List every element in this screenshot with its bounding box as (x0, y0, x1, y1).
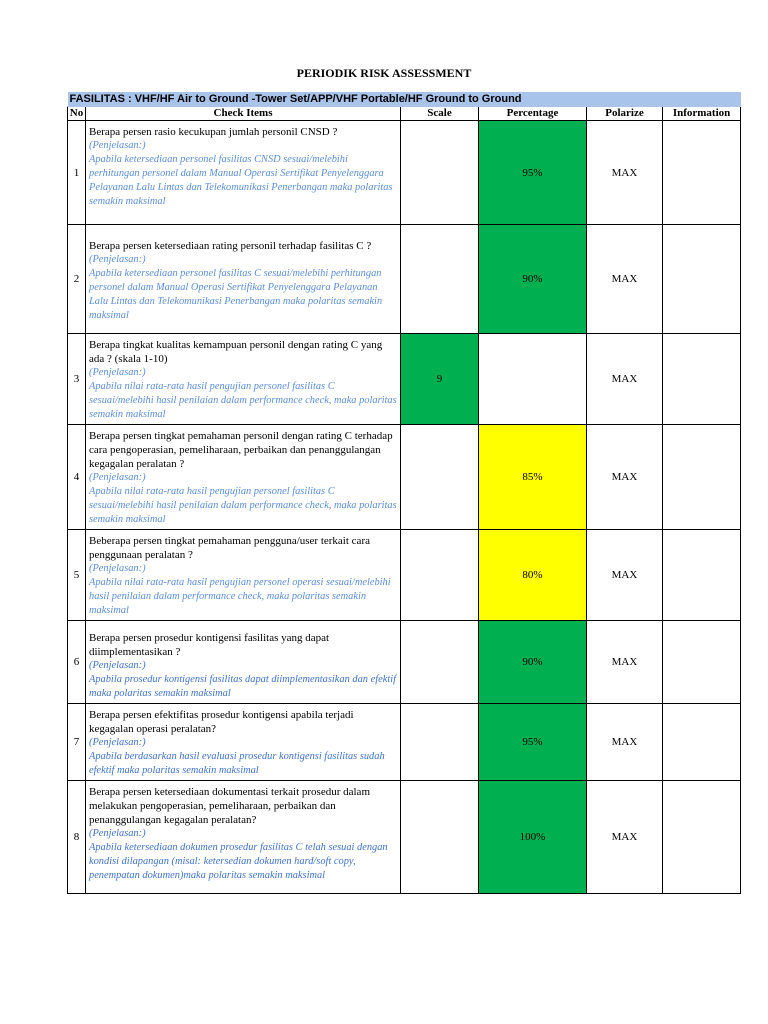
question-text: Berapa persen ketersediaan dokumentasi terkait prosedur dalam melakukan pengoperasian, pemeliharaan, perbaikan dan penanggulangan kegagalan peralatan? (89, 786, 370, 826)
table-row (68, 225, 741, 334)
facility-label: FASILITAS : VHF/HF Air to Ground -Tower Set/APP/VHF Portable/HF Ground to Ground (68, 93, 741, 107)
check-item (86, 121, 401, 225)
explanation-text: Apabila ketersediaan personel fasilitas CNSD sesuai/melebihi perhitungan personel dalam Manual Operasi Sertifikat Penyelenggara Pelayanan Lalu Lintas dan Telekomunikasi Penerbangan maka polaritas semakin maksimal (89, 154, 393, 207)
question-text: Berapa persen prosedur kontigensi fasilitas yang dapat diimplementasikan ? (89, 632, 330, 658)
percentage-cell: 100% (479, 781, 587, 894)
explanation-label: (Penjelasan:) (89, 660, 146, 671)
row-number: 1 (68, 121, 86, 225)
check-item (86, 621, 401, 704)
table-row (68, 621, 741, 704)
col-header-information: Information (663, 107, 741, 121)
table-row (68, 781, 741, 894)
percentage-cell: 90% (479, 225, 587, 334)
scale-cell (401, 621, 479, 704)
percentage-cell: 95% (479, 704, 587, 781)
scale-cell (401, 425, 479, 530)
information-cell (663, 530, 741, 621)
information-cell (663, 425, 741, 530)
percentage-cell: 80% (479, 530, 587, 621)
percentage-cell: 95% (479, 121, 587, 225)
col-header-percentage: Percentage (479, 107, 587, 121)
row-number: 2 (68, 225, 86, 334)
information-cell (663, 334, 741, 425)
polarize-cell: MAX (587, 121, 663, 225)
scale-cell (401, 704, 479, 781)
row-number: 4 (68, 425, 86, 530)
information-cell (663, 225, 741, 334)
col-header-scale: Scale (401, 107, 479, 121)
table-row (68, 704, 741, 781)
polarize-cell: MAX (587, 781, 663, 894)
information-cell (663, 121, 741, 225)
check-item (86, 334, 401, 425)
page-title: PERIODIK RISK ASSESSMENT (296, 66, 472, 80)
scale-cell (401, 121, 479, 225)
explanation-label: (Penjelasan:) (89, 828, 146, 839)
risk-assessment-table (67, 92, 741, 894)
check-item (86, 225, 401, 334)
polarize-cell: MAX (587, 530, 663, 621)
table-row (68, 334, 741, 425)
explanation-text: Apabila prosedur kontigensi fasilitas dapat diimplementasikan dan efektif maka polaritas semakin maksimal (89, 674, 396, 699)
table-row (68, 425, 741, 530)
explanation-label: (Penjelasan:) (89, 254, 146, 265)
scale-cell (401, 781, 479, 894)
question-text: Berapa persen efektifitas prosedur kontigensi apabila terjadi kegagalan operasi peralatan? (89, 709, 354, 735)
explanation-label: (Penjelasan:) (89, 140, 146, 151)
row-number: 7 (68, 704, 86, 781)
row-number: 8 (68, 781, 86, 894)
polarize-cell: MAX (587, 425, 663, 530)
question-text: Berapa tingkat kualitas kemampuan personil dengan rating C yang ada ? (skala 1-10) (89, 339, 383, 365)
explanation-label: (Penjelasan:) (89, 472, 146, 483)
explanation-text: Apabila nilai rata-rata hasil pengujian personel fasilitas C sesuai/melebihi hasil penilaian dalam performance check, maka polaritas semakin maksimal (89, 381, 397, 420)
table-row (68, 121, 741, 225)
percentage-cell: 90% (479, 621, 587, 704)
information-cell (663, 704, 741, 781)
col-header-no: No (68, 107, 86, 121)
scale-cell (401, 530, 479, 621)
polarize-cell: MAX (587, 334, 663, 425)
polarize-cell: MAX (587, 225, 663, 334)
table-row (68, 530, 741, 621)
polarize-cell: MAX (587, 704, 663, 781)
question-text: Berapa persen tingkat pemahaman personil dengan rating C terhadap cara pengoperasian, pemeliharaan, perbaikan dan penanggulangan kegagalan peralatan ? (89, 430, 393, 470)
row-number: 5 (68, 530, 86, 621)
percentage-cell (479, 334, 587, 425)
col-header-polarize: Polarize (587, 107, 663, 121)
information-cell (663, 781, 741, 894)
question-text: Berapa persen rasio kecukupan jumlah personil CNSD ? (89, 126, 338, 138)
check-item (86, 530, 401, 621)
row-number: 3 (68, 334, 86, 425)
question-text: Berapa persen ketersediaan rating personil terhadap fasilitas C ? (89, 240, 372, 252)
row-number: 6 (68, 621, 86, 704)
explanation-text: Apabila berdasarkan hasil evaluasi prosedur kontigensi fasilitas sudah efektif maka polaritas semakin maksimal (89, 751, 385, 776)
percentage-cell: 85% (479, 425, 587, 530)
explanation-label: (Penjelasan:) (89, 367, 146, 378)
polarize-cell: MAX (587, 621, 663, 704)
explanation-text: Apabila nilai rata-rata hasil pengujian personel fasilitas C sesuai/melebihi hasil penilaian dalam performance check, maka polaritas semakin maksimal (89, 486, 397, 525)
col-header-check-items: Check Items (86, 107, 401, 121)
header-row (68, 107, 741, 121)
information-cell (663, 621, 741, 704)
scale-cell: 9 (401, 334, 479, 425)
check-item (86, 781, 401, 894)
scale-cell (401, 225, 479, 334)
explanation-text: Apabila ketersediaan personel fasilitas C sesuai/melebihi perhitungan personel dalam Manual Operasi Sertifikat Penyelenggara Pelayanan Lalu Lintas dan Telekomunikasi Penerbangan maka polaritas semakin maksimal (89, 268, 383, 321)
check-item (86, 425, 401, 530)
explanation-label: (Penjelasan:) (89, 563, 146, 574)
question-text: Beberapa persen tingkat pemahaman pengguna/user terkait cara penggunaan peralatan ? (89, 535, 370, 561)
facility-row (68, 93, 741, 107)
check-item (86, 704, 401, 781)
explanation-text: Apabila nilai rata-rata hasil pengujian personel operasi sesuai/melebihi hasil penilaian dalam performance check, maka polaritas semakin maksimal (89, 577, 391, 616)
explanation-text: Apabila ketersediaan dokumen prosedur fasilitas C telah sesuai dengan kondisi dilapangan (misal: ketersedian dokumen hard/soft copy, penempatan dokumen)maka polaritas semakin maksimal (89, 842, 388, 881)
explanation-label: (Penjelasan:) (89, 737, 146, 748)
